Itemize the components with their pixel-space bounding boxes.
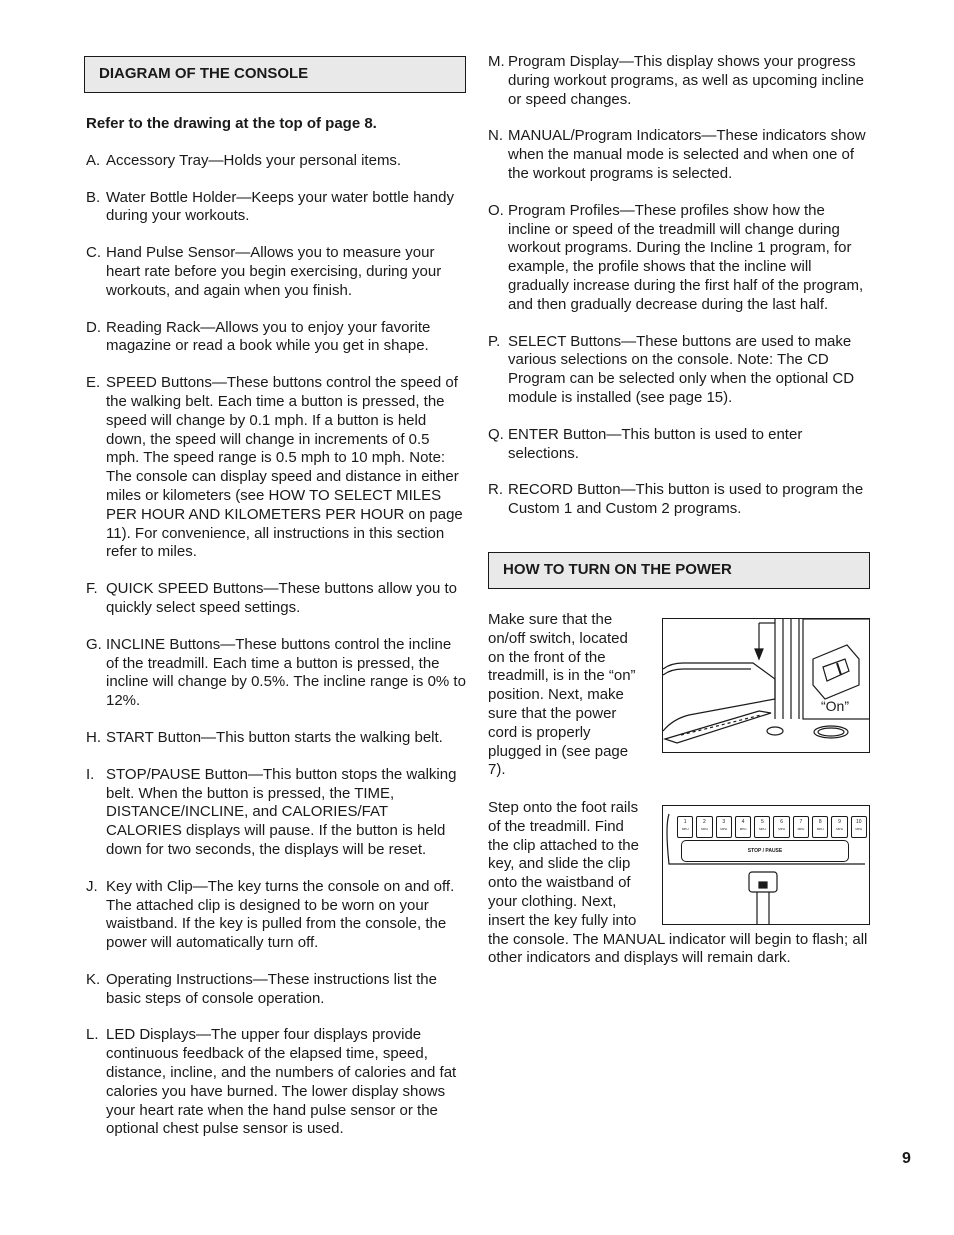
- list-item: [86, 580, 466, 618]
- treadmill-switch-illustration: [663, 619, 870, 753]
- speed-key-number: 3: [722, 819, 726, 825]
- page-number: 9: [902, 1150, 911, 1167]
- power-paragraph-2-text: Step onto the foot rails of the treadmill. Find the clip attached to the key, and slide the clip onto the waistband of your clothing. Next, insert the key fully into the console. The MANUAL indicator will begin to flash; all other indicators and displays will remain dark.: [488, 799, 868, 967]
- item-text: Hand Pulse Sensor—Allows you to measure your heart rate before you begin exercising, during your workouts, and again when you finish.: [106, 244, 442, 299]
- item-letter: R.: [488, 481, 503, 499]
- speed-key-unit: MPH: [759, 827, 766, 831]
- item-letter: P.: [488, 332, 501, 350]
- item-text: QUICK SPEED Buttons—These buttons allow you to quickly select speed settings.: [106, 580, 457, 616]
- item-letter: C.: [86, 244, 101, 262]
- speed-key-number: 1: [683, 819, 687, 825]
- figure-onoff-switch: [662, 618, 870, 753]
- item-letter: D.: [86, 318, 101, 336]
- item-letter: B.: [86, 188, 101, 206]
- item-letter: L.: [86, 1026, 99, 1044]
- item-text: Program Profiles—These profiles show how the incline or speed of the treadmill will change during workout programs. During the Incline 1 program, for example, the profile shows that the incline will gradually increase during the first half of the program, and then gradually decrease during the last half.: [508, 201, 864, 313]
- item-letter: I.: [86, 765, 95, 783]
- item-letter: A.: [86, 151, 101, 169]
- list-item: [86, 152, 466, 171]
- item-letter: M.: [488, 53, 505, 70]
- speed-key-unit: MPH: [681, 827, 689, 831]
- stop-pause-button: STOP / PAUSE: [681, 840, 849, 862]
- speed-key-number: 4: [741, 819, 745, 825]
- item-letter: H.: [86, 728, 101, 746]
- speed-key-number: 2: [703, 819, 706, 825]
- list-item: [488, 127, 871, 183]
- speed-key-unit: MPH: [778, 827, 785, 831]
- speed-key-unit: MPH: [720, 827, 728, 831]
- item-letter: E.: [86, 374, 101, 392]
- left-column: [86, 115, 466, 1139]
- list-item: [488, 202, 871, 315]
- item-text: Water Bottle Holder—Keeps your water bottle handy during your workouts.: [106, 188, 454, 225]
- list-item: [86, 766, 466, 860]
- item-letter: Q.: [488, 425, 504, 443]
- item-text: Operating Instructions—These instructions list the basic steps of console operation.: [106, 970, 437, 1007]
- list-item: [488, 481, 871, 519]
- speed-key-unit: MPH: [855, 827, 863, 831]
- list-item: [86, 244, 466, 300]
- item-text: START Button—This button starts the walking belt.: [106, 728, 443, 746]
- speed-key-number: 6: [780, 819, 784, 825]
- intro-text: Refer to the drawing at the top of page 8.: [86, 115, 377, 132]
- list-item: [86, 636, 466, 711]
- speed-key-number: 5: [760, 819, 764, 825]
- power-paragraph-1: [488, 611, 638, 780]
- item-text: LED Displays—The upper four displays provide continuous feedback of the elapsed time, speed, distance, incline, and the numbers of calories and fat calories you have burned. The lower display shows your heart rate when the hand pulse sensor or the optional chest pulse sensor is used.: [106, 1026, 457, 1138]
- list-item: [488, 333, 871, 408]
- list-item: [488, 426, 871, 464]
- item-text: MANUAL/Program Indicators—These indicators show when the manual mode is selected and when one of the workout programs is selected.: [508, 127, 866, 182]
- item-letter: N.: [488, 127, 503, 145]
- figure-on-label: “On”: [821, 698, 849, 714]
- item-text: Key with Clip—The key turns the console on and off. The attached clip is designed to be worn on your waistband. If the key is pulled from the console, the power will automatically turn off.: [106, 877, 455, 952]
- right-item-list: [488, 53, 871, 519]
- list-item: [86, 189, 466, 227]
- item-letter: J.: [86, 877, 98, 895]
- speed-key-number: 8: [818, 819, 822, 825]
- speed-key-number: 7: [799, 819, 803, 825]
- list-item: [86, 729, 466, 748]
- section-heading-turn-on-power: HOW TO TURN ON THE POWER: [488, 552, 870, 589]
- list-item: [488, 53, 871, 109]
- speed-key-unit: MPH: [701, 827, 708, 831]
- item-letter: O.: [488, 201, 504, 219]
- item-text: RECORD Button—This button is used to program the Custom 1 and Custom 2 programs.: [508, 481, 864, 518]
- item-letter: F.: [86, 580, 98, 598]
- item-text: Reading Rack—Allows you to enjoy your favorite magazine or read a book while you get in shape.: [106, 318, 431, 355]
- item-text: SPEED Buttons—These buttons control the speed of the walking belt. Each time a button is pressed, the speed will change by 0.1 mph. If a button is held down, the speed will change in increments of 0.5 mph. The speed range is 0.5 mph to 10 mph. Note: The console can display speed and distance in either miles or kilometers (see HOW TO SELECT MILES PER HOUR AND KILOMETERS PER HOUR on page 11). For convenience, all instructions in this section refer to miles.: [106, 374, 463, 561]
- speed-key-unit: MPH: [836, 827, 843, 831]
- list-item: [86, 374, 466, 562]
- speed-key-number: 10: [856, 819, 862, 825]
- speed-key-unit: MPH: [797, 827, 805, 831]
- item-text: SELECT Buttons—These buttons are used to make various selections on the console. Note: The CD Program can be selected only when the optional CD module is installed (see page 15).: [508, 332, 855, 406]
- figure-console-key: [662, 805, 870, 925]
- item-text: ENTER Button—This button is used to enter selections.: [508, 425, 803, 462]
- item-text: Program Display—This display shows your progress during workout programs, as well as upcoming incline or speed changes.: [508, 53, 865, 108]
- list-item: [86, 878, 466, 953]
- key-illustration: [663, 806, 870, 925]
- section-heading-diagram-of-console: DIAGRAM OF THE CONSOLE: [84, 56, 466, 93]
- left-item-list: [86, 152, 466, 1139]
- list-item: [86, 971, 466, 1009]
- right-column: [488, 53, 871, 519]
- speed-key-number: 9: [838, 819, 841, 825]
- item-letter: K.: [86, 970, 101, 988]
- speed-key-unit: MPH: [739, 827, 747, 831]
- item-text: Accessory Tray—Holds your personal items.: [106, 151, 402, 169]
- speed-key-unit: MPH: [816, 827, 824, 831]
- item-text: INCLINE Buttons—These buttons control the incline of the treadmill. Each time a button is pressed, the incline will change by 0.5%. The incline range is 0% to 12%.: [106, 635, 466, 710]
- item-letter: G.: [86, 635, 102, 653]
- power-paragraph-1-text: Make sure that the on/off switch, located on the front of the treadmill, is in the “on” position. Next, make sure that the power cord is properly plugged in (see page 7).: [488, 611, 636, 779]
- list-item: [86, 319, 466, 357]
- item-text: STOP/PAUSE Button—This button stops the walking belt. When the button is pressed, the TIME, DISTANCE/INCLINE, and CALORIES/FAT CALORIES displays will pause. If the button is held down for two seconds, the displays will be reset.: [106, 765, 457, 858]
- list-item: [86, 1026, 466, 1139]
